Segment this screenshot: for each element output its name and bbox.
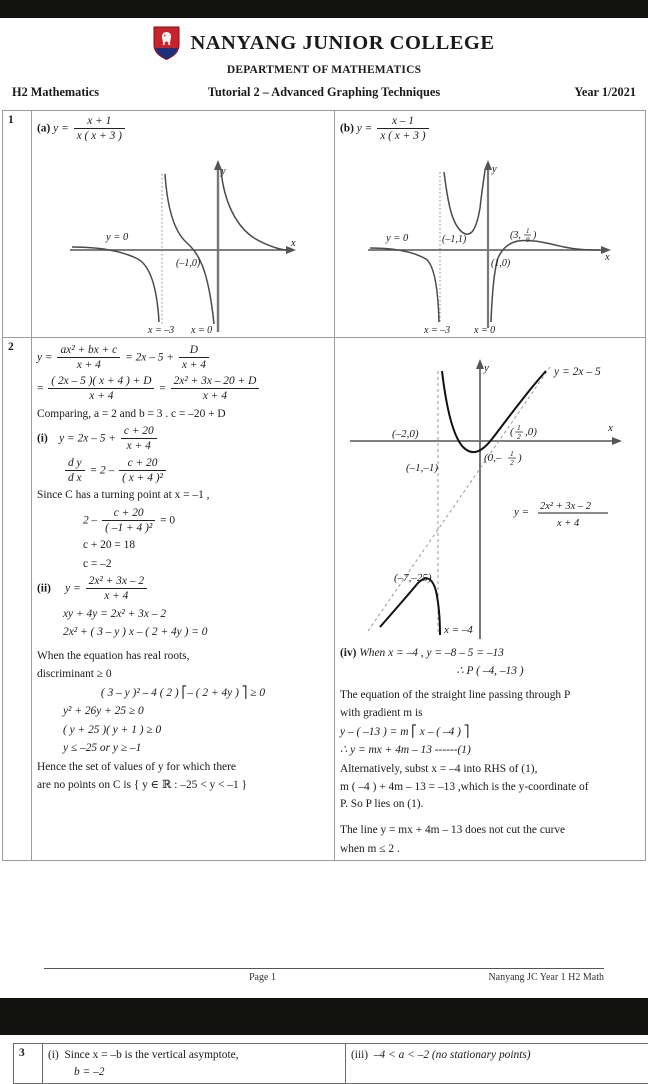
q2-hence-line1: Hence the set of values of y for which there [37,759,329,776]
q1b-denominator: x ( x + 3 ) [377,129,428,143]
q2-quadratic-line: y² + 26y + 25 ≥ 0 [37,703,329,720]
page-separator-black-bar [0,998,648,1035]
svg-text:2x² + 3x – 2: 2x² + 3x – 2 [540,501,592,512]
q3-right-line1-wrap [351,1047,648,1064]
q2-line2-frac2 [171,374,260,404]
q1a-axis-x: x [290,238,296,249]
q2-part-ii-label: (ii) [37,582,51,594]
q2-derivative-frac [65,456,85,486]
q2-ii-line3: 2x² + ( 3 – y ) x – ( 2 + 4y ) = 0 [37,624,329,641]
table-row-q1 [3,111,646,338]
questions-table-next-page [13,1043,648,1084]
q2-line1 [37,343,329,373]
svg-text:(3,: (3, [510,230,521,241]
q1b-graph-figure [358,146,623,334]
questions-table [2,110,646,861]
q3-left-line1: Since x = –b is the vertical asymptote, [64,1049,238,1061]
q2-derivative-row [37,456,329,486]
q2-line1-frac1 [57,343,120,373]
q2-line2 [37,374,329,404]
svg-text:): ) [517,452,522,464]
q2-line2-frac2-den: x + 4 [171,389,260,403]
q2-derivative-eq: = 2 – [89,464,114,476]
q3-left-line1-wrap [48,1047,340,1064]
q1a-label-va1: x = –3 [147,325,174,334]
q2-derivative-frac2 [119,456,166,486]
q1a-graph-figure [58,146,308,334]
q3-right-label: (iii) [351,1049,368,1061]
q1b-equation [340,114,640,144]
q2-line2-eq1: = [37,382,43,394]
q1a-numerator: x + 1 [74,114,125,129]
q2-part-iv-label: (iv) [340,647,356,659]
svg-text:1: 1 [517,423,521,432]
q2-solution-line: y ≤ –25 or y ≥ –1 [37,740,329,757]
q1b-label-horizontal-asymptote: y = 0 [385,233,409,244]
q2-label-vertical-asymptote: x = –4 [443,624,473,636]
q2-para1-line1: The equation of the straight line passing through P [340,687,640,704]
question-number-2: 2 [3,337,32,861]
q2-iv-line2: ∴ P ( –4, –13 ) [340,663,640,680]
q2-c-line2: c = –2 [37,556,329,573]
subheader-row [12,85,636,100]
q2-part-iv-row [340,645,640,662]
page-footer [44,968,604,983]
q2-line1-frac1-num: ax² + bx + c [57,343,120,358]
q2-derivative-frac2-num: c + 20 [119,456,166,471]
q3-right-cell [346,1044,648,1084]
q2-line2-frac1-num: ( 2x – 5 )( x + 4 ) + D [48,374,154,389]
q2-eq-line2: ∴ y = mx + 4m – 13 ------(1) [340,742,640,759]
q2-last-line2: when m ≤ 2 . [340,841,640,858]
q2-line2-frac1-den: x + 4 [48,389,154,403]
q2-line1-frac2-num: D [179,343,209,358]
q2-c-line1: c + 20 = 18 [37,537,329,554]
q2-turning-eq-frac [102,506,155,536]
svg-text:2: 2 [510,458,514,467]
svg-text:x + 4: x + 4 [556,518,580,529]
q2-turning-eq-den: ( –1 + 4 )² [102,521,155,535]
q1b-lhs: y = [357,122,373,134]
q2-line1-frac2 [179,343,209,373]
q1a-label-horizontal-asymptote: y = 0 [105,232,129,243]
q1b-label-intercept: (1,0) [491,258,511,269]
q2-line2-frac2-num: 2x² + 3x – 20 + D [171,374,260,389]
year-label: Year 1/2021 [506,85,636,100]
q2-turning-text: Since C has a turning point at x = –1 , [37,487,329,504]
q1-part-a-cell [32,111,335,338]
q3-left-line2: b = –2 [48,1064,340,1081]
q2-real-roots-2: discriminant ≥ 0 [37,666,329,683]
q2-label-oblique-asymptote: y = 2x – 5 [553,366,601,378]
q3-left-cell [43,1044,346,1084]
q2-derivative-den: d x [65,471,85,485]
q2-turning-eq-num: c + 20 [102,506,155,521]
q3-right-line1: –4 < a < –2 (no stationary points) [374,1049,531,1061]
q1a-fraction [74,114,125,144]
q2-part-ii-frac [86,574,147,604]
q1a-lhs: y = [53,122,69,134]
q2-label-max-point: (–7,–25) [394,572,432,584]
document-header [0,18,648,100]
table-row-q2 [3,337,646,861]
svg-text:2: 2 [517,432,521,441]
footer-source-label: Nanyang JC Year 1 H2 Math [488,972,604,983]
q2-line1-lhs: y = [37,351,53,363]
question-number-3: 3 [14,1044,43,1084]
table-row-q3 [14,1044,648,1084]
q1b-axis-y: y [491,164,497,175]
q2-label-min-point: (–1,–1) [406,462,438,474]
q2-line1-frac2-den: x + 4 [179,358,209,372]
q1b-numerator: x – 1 [377,114,428,129]
department-name: DEPARTMENT OF MATHEMATICS [0,64,648,76]
q1b-label: (b) [340,122,354,134]
q2-axis-y: y [483,362,489,374]
q1a-equation [37,114,329,144]
college-crest-icon [153,26,180,60]
svg-text:9: 9 [526,236,530,244]
q1b-axis-x: x [604,252,610,263]
q2-part-i-lhs: y = 2x – 5 + [59,432,116,444]
q2-line2-eq2: = [159,382,165,394]
q2-part-ii-lhs: y = [65,582,81,594]
q2-alt-line3: P. So P lies on (1). [340,796,640,813]
q2-turning-eq-rhs: = 0 [160,514,175,526]
q1b-label-min-point: (–1,1) [442,234,467,245]
q2-graph-figure [350,343,630,643]
svg-text:(0,–: (0,– [484,452,502,464]
q2-turning-eq [37,506,329,536]
footer-page-label: Page 1 [249,972,276,983]
q2-turning-eq-lhs: 2 – [83,514,97,526]
q2-hence-line2: are no points on C is { y ∈ ℝ : –25 < y < –1 } [37,777,329,794]
svg-text:(: ( [510,426,515,438]
q1-part-b-cell [335,111,646,338]
q2-eq-line1: y – ( –13 ) = m ⎡ x – ( –4 ) ⎤ [340,724,640,741]
q2-para1-line2: with gradient m is [340,705,640,722]
q1b-label-va2: x = 0 [473,325,495,334]
college-name: NANYANG JUNIOR COLLEGE [190,32,494,55]
q2-part-i-frac [121,424,157,454]
q1a-denominator: x ( x + 3 ) [74,129,125,143]
subject-label: H2 Mathematics [12,85,142,100]
q2-ii-line2: xy + 4y = 2x² + 3x – 2 [37,606,329,623]
q3-left-label: (i) [48,1049,59,1061]
q2-factorised-line: ( y + 25 )( y + 1 ) ≥ 0 [37,722,329,739]
svg-text:,0): ,0) [525,426,537,438]
q2-part-i-frac-den: x + 4 [121,439,157,453]
q2-part-i-row [37,424,329,454]
q2-part-ii-frac-num: 2x² + 3x – 2 [86,574,147,589]
svg-text:y =: y = [513,506,529,518]
q2-part-ii-row [37,574,329,604]
q2-discriminant-line: ( 3 – y )² – 4 ( 2 ) ⎡– ( 2 + 4y ) ⎤ ≥ 0 [37,685,329,702]
q2-alt-line2: m ( –4 ) + 4m – 13 = –13 ,which is the y-coordinate of [340,779,640,796]
svg-text:1: 1 [510,449,514,458]
header-title-row [0,26,648,60]
q1b-label-va1: x = –3 [423,325,450,334]
q2-part-ii-frac-den: x + 4 [86,589,147,603]
q1a-label: (a) [37,122,50,134]
q2-alt-line1: Alternatively, subst x = –4 into RHS of (1), [340,761,640,778]
q2-last-line1: The line y = mx + 4m – 13 does not cut the curve [340,822,640,839]
q2-label-left-root: (–2,0) [392,428,419,440]
q2-label-right-root [510,423,537,441]
q1a-label-intercept: (–1,0) [176,258,201,269]
q2-derivative-frac2-den: ( x + 4 )² [119,471,166,485]
svg-text:1: 1 [526,227,530,235]
q2-graph-and-working-right-cell [335,337,646,861]
q2-line2-frac1 [48,374,154,404]
q2-axis-x: x [607,422,613,434]
q2-line1-mid: = 2x – 5 + [125,351,174,363]
q2-line1-frac1-den: x + 4 [57,358,120,372]
question-number-1: 1 [3,111,32,338]
q2-real-roots-1: When the equation has real roots, [37,648,329,665]
q1a-label-va2: x = 0 [190,325,212,334]
q2-part-i-label: (i) [37,432,48,444]
q2-curve-equation-label [513,501,608,529]
svg-text:): ) [532,230,537,241]
q1a-axis-y: y [220,166,226,177]
q2-label-y-intercept [484,449,522,467]
q1b-fraction [377,114,428,144]
q2-comparing-line: Comparing, a = 2 and b = 3 . c = –20 + D [37,406,329,423]
q2-part-i-frac-num: c + 20 [121,424,157,439]
q2-derivative-num: d y [65,456,85,471]
tutorial-title: Tutorial 2 – Advanced Graphing Techniques [142,85,506,100]
q2-iv-line1: When x = –4 , y = –8 – 5 = –13 [359,647,504,659]
document-page [0,18,648,861]
q2-working-left-cell [32,337,335,861]
top-black-bar [0,0,648,18]
